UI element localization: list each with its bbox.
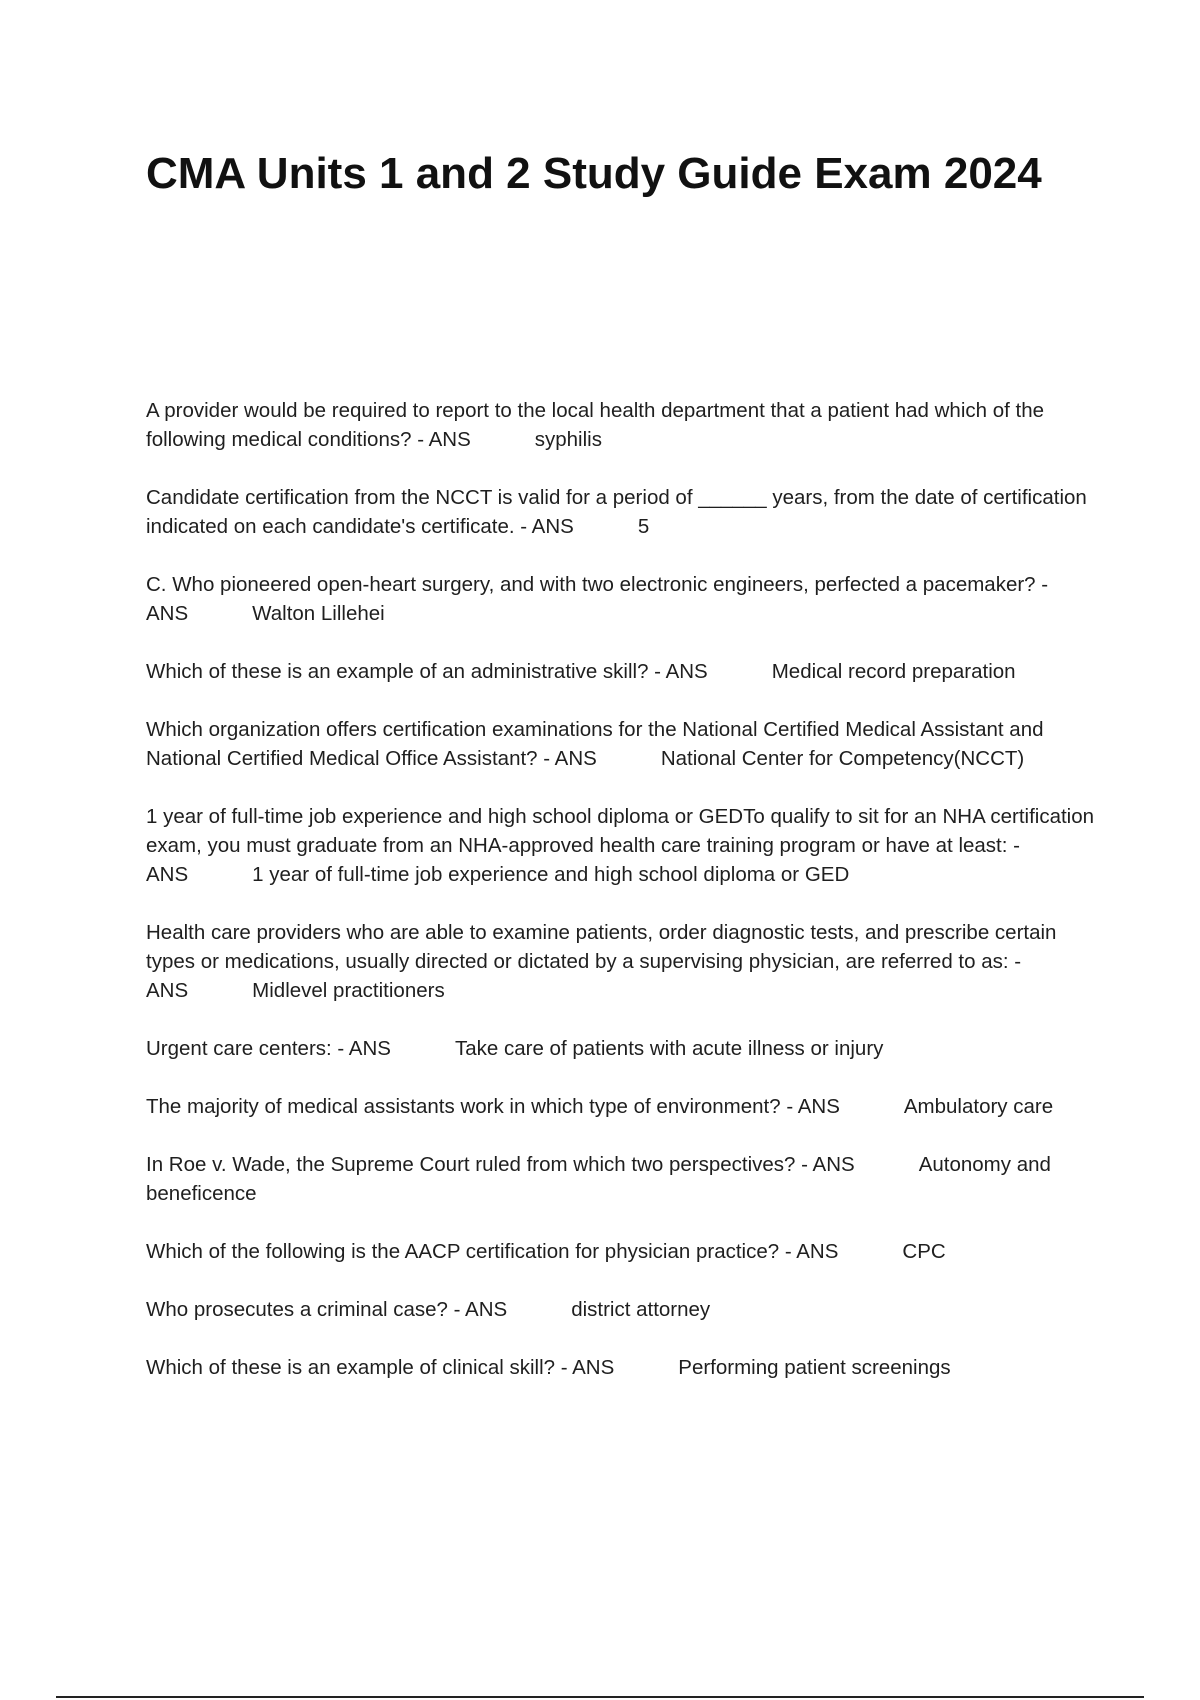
qa-question: The majority of medical assistants work in which type of environment? - ANS [146, 1095, 840, 1118]
qa-item [146, 657, 1096, 686]
qa-answer: 1 year of full-time job experience and high school diploma or GED [252, 863, 850, 886]
qa-item [146, 715, 1096, 773]
page-title: CMA Units 1 and 2 Study Guide Exam 2024 [146, 149, 1042, 198]
qa-question: Which of these is an example of an administrative skill? - ANS [146, 660, 708, 683]
qa-item [146, 1353, 1096, 1382]
qa-item [146, 1237, 1096, 1266]
footer-divider [56, 1696, 1144, 1698]
qa-question: In Roe v. Wade, the Supreme Court ruled from which two perspectives? - ANS [146, 1153, 855, 1176]
qa-question: Who prosecutes a criminal case? - ANS [146, 1298, 508, 1321]
qa-list [146, 396, 1096, 1411]
qa-answer: Medical record preparation [771, 660, 1016, 683]
qa-question: C. Who pioneered open-heart surgery, and with two electronic engineers, perfected a pacemaker? - ANS [146, 573, 1049, 625]
qa-question: Urgent care centers: - ANS [146, 1037, 391, 1060]
qa-question: Candidate certification from the NCCT is valid for a period of ______ years, from the date of certification indicated on each candidate's certificate. - ANS [146, 486, 1087, 538]
qa-item [146, 802, 1096, 889]
qa-answer: Walton Lillehei [252, 602, 385, 625]
qa-item [146, 1295, 1096, 1324]
qa-answer: National Center for Competency(NCCT) [660, 747, 1025, 770]
qa-answer: 5 [637, 515, 650, 538]
qa-item [146, 570, 1096, 628]
qa-item [146, 1092, 1096, 1121]
qa-answer: CPC [902, 1240, 946, 1263]
qa-question: A provider would be required to report to the local health department that a patient had which of the following medical conditions? - ANS [146, 399, 1045, 451]
qa-question: Which of the following is the AACP certification for physician practice? - ANS [146, 1240, 839, 1263]
qa-item [146, 1150, 1096, 1208]
qa-answer: Autonomy and beneficence [146, 1153, 1051, 1205]
qa-question: Health care providers who are able to examine patients, order diagnostic tests, and prescribe certain types or medications, usually directed or dictated by a supervising physician, are referred to as: - ANS [146, 921, 1057, 1002]
qa-question: Which of these is an example of clinical skill? - ANS [146, 1356, 615, 1379]
qa-question: Which organization offers certification examinations for the National Certified Medical Assistant and National Certified Medical Office Assistant? - ANS [146, 718, 1044, 770]
qa-item [146, 918, 1096, 1005]
qa-item [146, 1034, 1096, 1063]
qa-item [146, 483, 1096, 541]
qa-answer: Midlevel practitioners [252, 979, 445, 1002]
qa-answer: Take care of patients with acute illness or injury [454, 1037, 884, 1060]
qa-answer: Performing patient screenings [678, 1356, 951, 1379]
qa-answer: district attorney [571, 1298, 711, 1321]
qa-item [146, 396, 1096, 454]
qa-answer: Ambulatory care [903, 1095, 1054, 1118]
qa-answer: syphilis [534, 428, 602, 451]
qa-question: 1 year of full-time job experience and high school diploma or GEDTo qualify to sit for an NHA certification exam, you must graduate from an NHA-approved health care training program or have at least: - ANS [146, 805, 1095, 886]
